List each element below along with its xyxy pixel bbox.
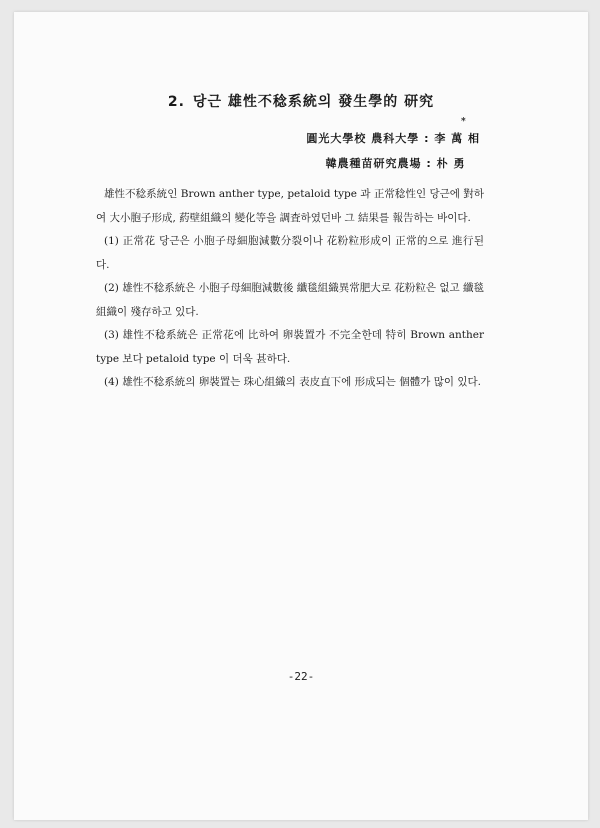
title-text: 당근 雄性不稔系統의 發生學的 研究 [192, 94, 435, 110]
finding-item-1: (1) 正常花 당근은 小胞子母細胞減數分裂이나 花粉粒形成이 正常的으로 進行된다. [96, 235, 484, 271]
intro-paragraph: 雄性不稔系統인 Brown anther type, petaloid type 과 正常稔性인 당근에 對하여 大小胞子形成, 葯壁組織의 變化等을 調査하였던바 그 結果를 報告하는 바이다. [96, 188, 484, 224]
finding-item-4: (4) 雄性不稔系統의 卵裝置는 珠心組織의 表皮直下에 形成되는 個體가 많이 있다. [104, 376, 481, 388]
author-separator: : [424, 132, 430, 145]
author-affiliation: 韓農種苗研究農場 [325, 157, 422, 170]
author-asterisk: * [461, 117, 466, 127]
author-affiliation: 圓光大學校 農科大學 [306, 132, 420, 145]
paper-title [14, 91, 588, 111]
author-separator: : [426, 157, 432, 170]
abstract-body [96, 183, 484, 395]
finding-item-2: (2) 雄性不稔系統은 小胞子母細胞減數後 纖毯組織異常肥大로 花粉粒은 없고 纖毯組織이 殘存하고 있다. [96, 282, 484, 318]
author-name: 朴 勇 [436, 157, 466, 170]
paper-page [14, 12, 588, 820]
author-line-2 [326, 155, 480, 171]
page-number: -22- [287, 670, 315, 683]
finding-item-3: (3) 雄性不稔系統은 正常花에 比하여 卵裝置가 不完全한데 特히 Brown anther type 보다 petaloid type 이 더욱 甚하다. [96, 329, 484, 365]
section-number: 2. [167, 94, 185, 110]
author-name: 李 萬 相 [434, 132, 480, 145]
author-line-1 [306, 130, 480, 146]
